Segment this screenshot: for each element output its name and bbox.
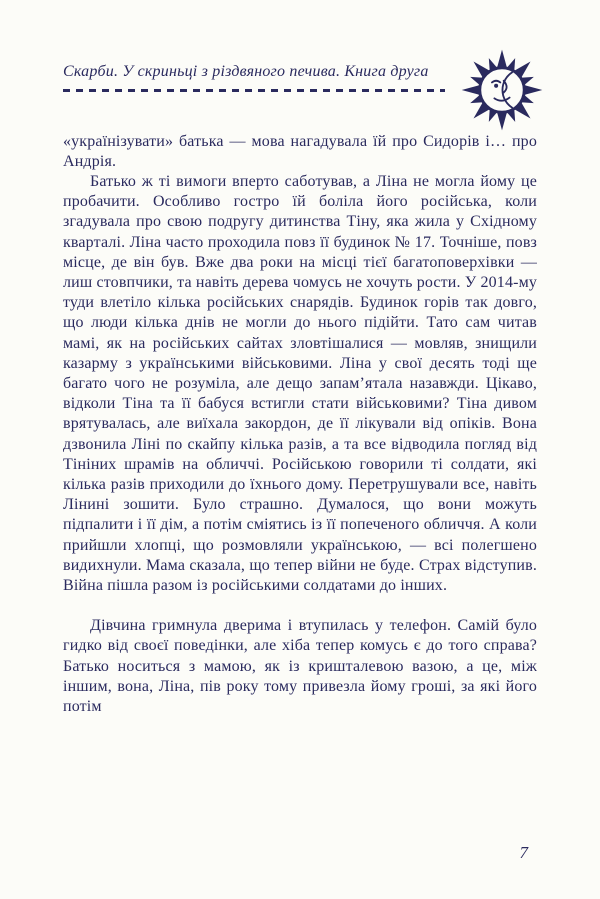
paragraph-continuation: «українізувати» батька — мова нагадувала їй про Сидорів і… про Андрія. [63,132,537,170]
sun-face-ornament-icon [460,48,544,132]
sun-eye [494,84,498,88]
paragraph: Батько ж ті вимоги вперто саботував, а Ліна не могла йому це пробачити. Особливо гостро їй боліла його російська, коли згадувала про свою подругу дитинства Тіну, яка жила у Східному кварталі. Ліна часто проходила повз її будинок № 17. Точніше, повз місце, де він був. Вже два роки на місці тієї багатоповерхівки — лиш стовпчики, та навіть дерева чомусь не хочуть рости. У 2014-му туди влетіло кілька російських снарядів. Будинок горів так довго, що люди кілька днів не могли до нього підійти. Тато сам читав мамі, як на російських сайтах зловтішалися — мовляв, знищили казарму з українськими військовими. Ліна у свої десять тоді ще багато чого не розуміла, але дещо запам’ятала назавжди. Цікаво, відколи Тіна та її бабуся встигли стати військовими? Тіна дивом врятувалась, але виїхала закордон, де її лікували від опіків. Вона дзвонила Ліні по скайпу кілька разів, а та все відводила погляд від Тініних шрамів на обличчі. Російською говорили ті солдати, які кілька разів приходили до їхнього дому. Перетрушували все, навіть Лінині зошити. Було страшно. Думалося, що вони можуть підпалити і її дім, а потім сміятись із її попеченого обличчя. А коли прийшли хлопці, що розмовляли українською, — всі полегшено видихнули. Мама сказала, що тепер війни не буде. Страх відступив. Війна пішла разом із російськими солдатами до інших. [63,173,537,595]
header-divider [63,89,445,92]
running-title: Скарби. У скриньці з різдвяного печива. Книга друга [63,63,429,80]
page-number: 7 [519,843,528,862]
paragraph: Дівчина гримнула дверима і втупилась у телефон. Самій було гидко від своєї поведінки, але хіба тепер комусь є до того справа? Батько носиться з мамою, як із кришталевою вазою, а це, між іншим, вона, Ліна, пів року тому привезла йому гроші, за які його потім [63,617,537,716]
body-text [63,132,537,718]
